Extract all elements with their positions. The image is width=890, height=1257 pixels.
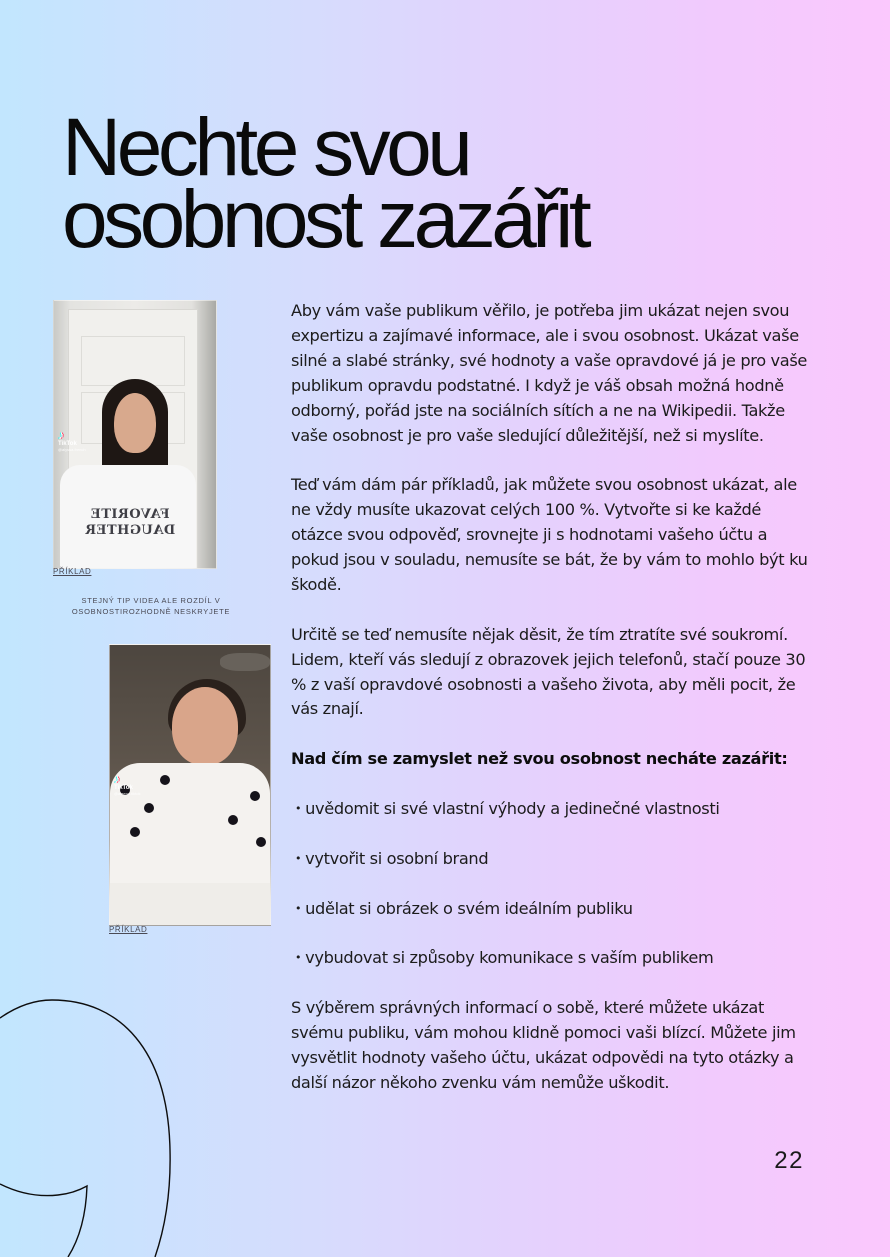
t-shirt-print: FAVORITE DAUGHTER	[84, 507, 176, 538]
page-number: 22	[774, 1147, 804, 1174]
robe-dot	[130, 827, 140, 837]
robe-dot	[250, 791, 260, 801]
title-line-1: Nechte svou	[62, 102, 469, 193]
robe-dot	[144, 803, 154, 813]
paragraph-privacy: Určitě se teď nemusíte nějak děsit, že tím ztratíte své soukromí. Lidem, kteří vás sledují z obrazovek jejich telefonů, stačí pouze 30 % z vaší opravdové osobnosti a vašeho života, aby měli pocit, že vás znají.	[291, 624, 806, 719]
tiktok-watermark: ♪ TikTok @alyssa.french	[58, 428, 86, 452]
bullet-icon: •	[295, 951, 302, 965]
checklist-item: • vytvořit si osobní brand	[295, 848, 489, 868]
face	[172, 687, 238, 765]
quote-mark-icon	[0, 990, 200, 1257]
bullet-icon: •	[295, 901, 302, 915]
tiktok-watermark: ♪ TikTok @aleena.tiktok	[114, 772, 141, 796]
tiktok-logo-icon: ♪	[58, 428, 64, 442]
tiktok-logo-icon: ♪	[114, 772, 120, 786]
table	[110, 883, 270, 925]
example-image-2	[109, 644, 271, 926]
robe-dot	[228, 815, 238, 825]
checklist-item: • udělat si obrázek o svém ideálním publiku	[295, 898, 633, 918]
paragraph-closing: S výběrem správných informací o sobě, které můžete ukázat svému publiku, vám mohou klidně pomoci vaši blízcí. Můžete jim vysvětlit hodnoty vašeho účtu, ukázat odpovědi na tyto otázky a další názor někoho zvenku vám nemůže uškodit.	[291, 998, 796, 1092]
checklist-item: • uvědomit si své vlastní výhody a jedinečné vlastnosti	[295, 799, 720, 819]
ceiling-fan	[220, 653, 270, 671]
checklist-item: • vybudovat si způsoby komunikace s vaším publikem	[295, 948, 714, 968]
paragraph-intro: Aby vám vaše publikum věřilo, je potřeba jim ukázat nejen svou expertizu a zajímavé informace, ale i svou osobnost. Ukázat vaše silné a slabé stránky, své hodnoty a vaše opravdové já je pro vaše publikum opravdu podstatné. I když je váš obsah možná hodně odborný, pořád jste na sociálních sítích a ne na Wikipedii. Takže vaše osobnost je pro vaše sledující důležitější, než si myslíte.	[291, 301, 808, 445]
checklist	[291, 797, 811, 971]
example-link-1[interactable]: PŘÍKLAD	[53, 567, 92, 576]
bullet-icon: •	[295, 802, 302, 816]
robe-dot	[160, 775, 170, 785]
robe-dot	[256, 837, 266, 847]
face	[114, 393, 156, 453]
title-line-2: osobnost zazářit	[62, 174, 588, 265]
article-body	[291, 299, 811, 1121]
checklist-heading: Nad čím se zamyslet než svou osobnost necháte zazářit:	[291, 749, 788, 769]
example-link-2[interactable]: PŘÍKLAD	[109, 925, 148, 934]
example-image-1	[53, 300, 217, 569]
bullet-icon: •	[295, 851, 302, 865]
paragraph-examples: Teď vám dám pár příkladů, jak můžete svou osobnost ukázat, ale ne vždy musíte ukazovat celých 100 %. Vytvořte si ke každé otázce svou odpověď, srovnejte ji s hodnotami vašeho účtu a pokud jsou v souladu, nemusíte se bát, že by vám to mohlo být ku škodě.	[291, 475, 808, 594]
example-caption: STEJNÝ TIP VIDEA ALE ROZDÍL V OSOBNOSTIROZHODNĚ NESKRYJETE	[71, 596, 231, 616]
page-title	[62, 102, 588, 265]
